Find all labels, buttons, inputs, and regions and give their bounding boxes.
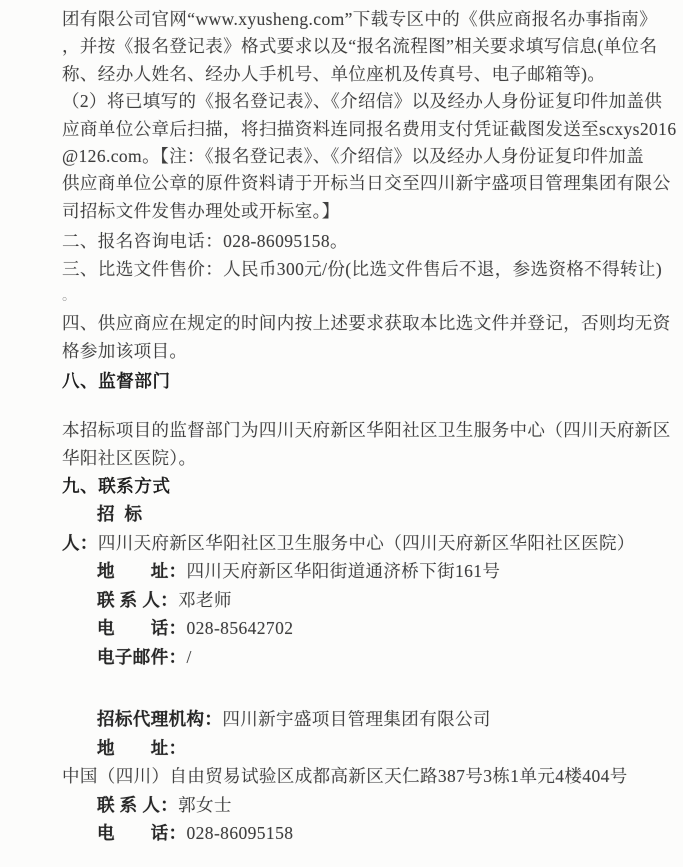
agency-name: 四川新宇盛项目管理集团有限公司 — [222, 709, 491, 730]
item-2-registration-phone: 二、报名咨询电话：028-86095158。 — [62, 231, 348, 252]
intro-line-6: @126.com。【注：《报名登记表》、《介绍信》以及经办人身份证复印件加盖 — [62, 146, 645, 167]
registration-instructions-paragraph — [62, 6, 677, 225]
agency-contact-person: 郭女士 — [178, 794, 232, 815]
section-8-line-2: 华阳社区医院）。 — [62, 447, 197, 468]
tenderer-email-line: 电子邮件：/ — [97, 646, 192, 667]
intro-line-8: 司招标文件发售办理处或开标室。】 — [62, 200, 340, 221]
tenderer-name-line: 人：四川天府新区华阳社区卫生服务中心（四川天府新区华阳社区医院） — [62, 532, 635, 553]
tenderer-contact-person-line: 联 系 人：邓老师 — [97, 589, 232, 610]
section-8-line-1: 本招标项目的监督部门为四川天府新区华阳社区卫生服务中心（四川天府新区 — [62, 420, 671, 441]
intro-line-3: 称、经办人姓名、经办人手机号、单位座机及传真号、电子邮箱等)。 — [62, 63, 606, 84]
tenderer-address: 四川天府新区华阳街道通济桥下街161号 — [186, 561, 501, 582]
section-8-heading: 八、监督部门 — [62, 371, 171, 392]
tenderer-label-top: 招 标 — [97, 504, 143, 525]
tenderer-phone: 028-85642702 — [186, 618, 294, 639]
item-4-line-2: 格参加该项目。 — [62, 340, 188, 361]
intro-line-7: 供应商单位公章的原件资料请于开标当日交至四川新宇盛项目管理集团有限公 — [62, 173, 671, 194]
intro-line-5: 应商单位公章后扫描，将扫描资料连同报名费用支付凭证截图发送至scxys2016 — [62, 118, 677, 139]
agency-contact-block — [62, 705, 663, 848]
tenderer-address-line: 地 址：四川天府新区华阳街道通济桥下街161号 — [97, 561, 501, 582]
tenderer-email: / — [186, 646, 192, 667]
intro-line-4: （2）将已填写的《报名登记表》、《介绍信》以及经办人身份证复印件加盖供 — [62, 91, 663, 112]
intro-line-1: 团有限公司官网“www.xyusheng.com”下载专区中的《供应商报名办事指南》 — [62, 9, 658, 29]
section-9-heading: 九、联系方式 — [62, 476, 171, 497]
item-3-trailing-period: 。 — [62, 289, 77, 305]
agency-contact-person-line: 联 系 人：郭女士 — [97, 794, 232, 815]
agency-phone-line: 电 话：028-86095158 — [97, 823, 294, 844]
item-4-line-1: 四、供应商应在规定的时间内按上述要求获取本比选文件并登记，否则均无资 — [62, 313, 671, 334]
agency-address-line: 中国（四川）自由贸易试验区成都高新区天仁路387号3栋1单元4楼404号 — [62, 766, 628, 787]
agency-phone: 028-86095158 — [186, 823, 294, 844]
intro-line-2: ，并按《报名登记表》格式要求以及“报名流程图”相关要求填写信息(单位名 — [62, 36, 658, 57]
tenderer-contact-person: 邓老师 — [178, 589, 232, 610]
tenderer-name: 四川天府新区华阳社区卫生服务中心（四川天府新区华阳社区医院） — [97, 532, 635, 553]
tenderer-contact-block — [62, 500, 663, 671]
item-3-document-price: 三、比选文件售价：人民币300元/份(比选文件售后不退，参选资格不得转让) — [62, 258, 663, 279]
agency-name-line: 招标代理机构：四川新宇盛项目管理集团有限公司 — [97, 709, 491, 730]
agency-address-label-line: 地 址： — [97, 737, 187, 758]
tenderer-phone-line: 电 话：028-85642702 — [97, 618, 294, 639]
